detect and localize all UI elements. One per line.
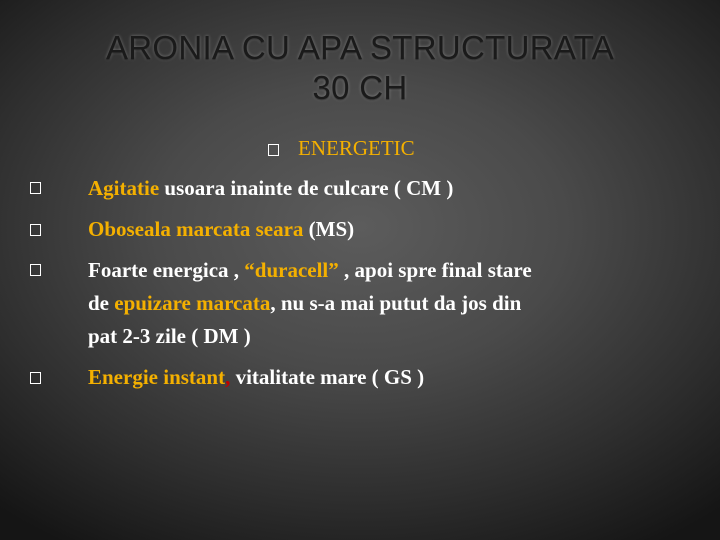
highlight-duracell: “duracell” (244, 258, 339, 282)
list-item-energie-instant (88, 365, 424, 389)
list-item-text: de (88, 291, 115, 315)
slide-title-line-2: 30 CH (312, 69, 408, 106)
checkbox-square-icon (30, 182, 41, 194)
list-item-text: (MS) (303, 217, 355, 241)
comma-red: , (225, 365, 231, 389)
list-item-agitatie (88, 176, 453, 200)
list-item-foarte-energica-line-2 (88, 291, 521, 315)
slide-title-line-1: ARONIA CU APA STRUCTURATA (105, 29, 615, 66)
list-item-text: , apoi spre final stare (338, 258, 532, 282)
checkbox-square-icon (30, 264, 41, 276)
checkbox-square-icon (30, 224, 41, 236)
list-item-text: , nu s-a mai putut da jos din (270, 291, 522, 315)
highlight-epuizare-marcata: epuizare marcata (114, 291, 271, 315)
list-item-text: vitalitate mare ( GS ) (230, 365, 425, 389)
list-item-oboseala (88, 217, 354, 241)
checkbox-square-icon (268, 144, 279, 156)
list-item-foarte-energica-line-3: pat 2-3 zile ( DM ) (88, 324, 251, 348)
checkbox-square-icon (30, 372, 41, 384)
list-item-text: usoara inainte de culcare ( CM ) (159, 176, 454, 200)
subheading-energetic: ENERGETIC (298, 136, 415, 160)
list-item-text: Foarte energica , (88, 258, 245, 282)
list-item-foarte-energica-line-1 (88, 258, 532, 282)
highlight-oboseala: Oboseala marcata seara (88, 217, 304, 241)
highlight-energie-instant: Energie instant (88, 365, 226, 389)
highlight-agitatie: Agitatie (88, 176, 160, 200)
